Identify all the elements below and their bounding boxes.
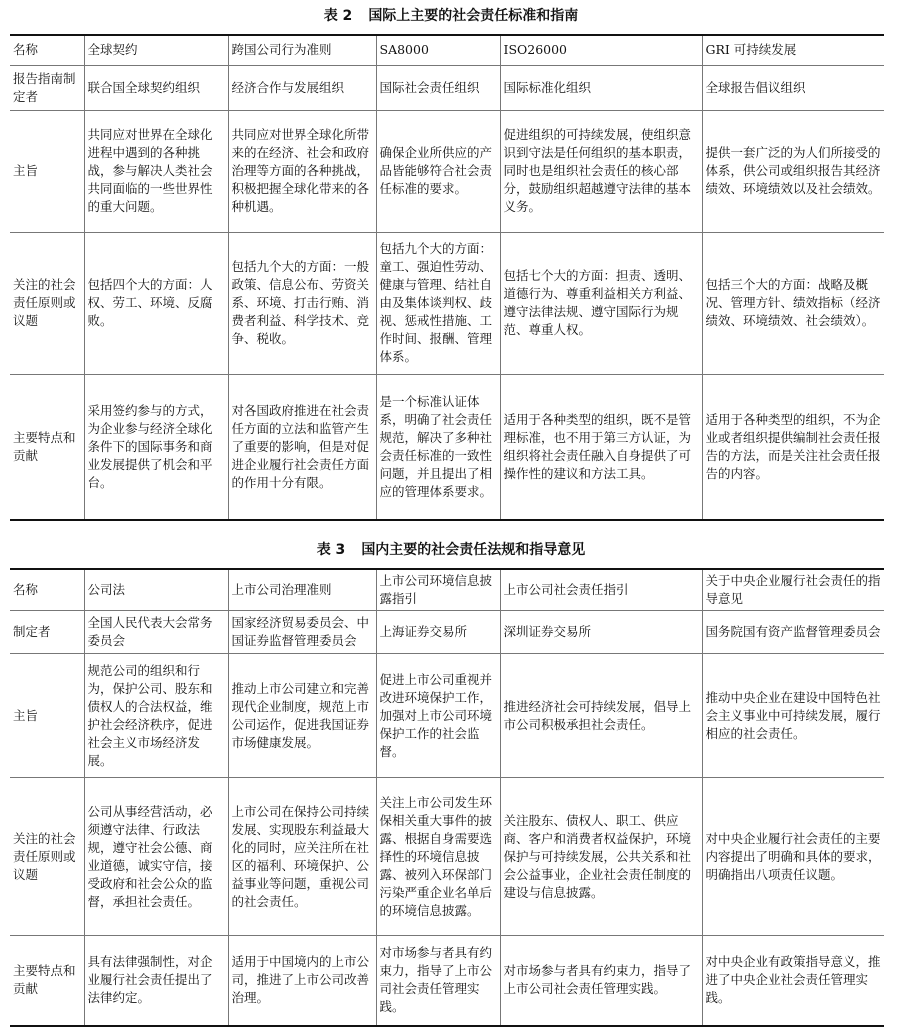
table-cell: 公司从事经营活动，必须遵守法律、行政法规，遵守社会公德、商业道德，诚实守信，接受政府和社会公众的监督，承担社会责任。 xyxy=(84,778,228,936)
table-row xyxy=(10,654,884,778)
table-3-caption-number: 表 3 xyxy=(316,542,346,558)
table-cell: 公司法 xyxy=(84,569,228,611)
table-cell: 是一个标准认证体系，明确了社会责任规范，解决了多种社会责任标准的一致性问题，并且提出了相应的管理体系要求。 xyxy=(376,374,500,520)
row-header-cell: 关注的社会责任原则或议题 xyxy=(10,778,84,936)
table-cell: 确保企业所供应的产品皆能够符合社会责任标准的要求。 xyxy=(376,110,500,232)
table-cell: 对市场参与者具有约束力，指导了上市公司社会责任管理实践。 xyxy=(500,936,702,1026)
table-row xyxy=(10,110,884,232)
table-row xyxy=(10,65,884,110)
table-cell: 采用签约参与的方式，为企业参与经济全球化条件下的国际事务和商业发展提供了机会和平台。 xyxy=(84,374,228,520)
table-cell: 全球报告倡议组织 xyxy=(702,65,884,110)
row-header-cell: 名称 xyxy=(10,35,84,65)
row-header-cell: 主要特点和贡献 xyxy=(10,936,84,1026)
table-cell: 关注股东、债权人、职工、供应商、客户和消费者权益保护，环境保护与可持续发展，公共关系和社会公益事业，企业社会责任制度的建设与信息披露。 xyxy=(500,778,702,936)
table-row xyxy=(10,611,884,654)
table-cell: 适用于各种类型的组织，不为企业或者组织提供编制社会责任报告的方法，而是关注社会责任报告的内容。 xyxy=(702,374,884,520)
table-cell: 关于中央企业履行社会责任的指导意见 xyxy=(702,569,884,611)
table-row xyxy=(10,569,884,611)
table-cell: 促进上市公司重视并改进环境保护工作，加强对上市公司环境保护工作的社会监督。 xyxy=(376,654,500,778)
table-cell: 包括九个大的方面：一般政策、信息公布、劳资关系、环境、打击行贿、消费者利益、科学技术、竞争、税收。 xyxy=(228,232,376,374)
table-cell: ISO26000 xyxy=(500,35,702,65)
table-cell: 关注上市公司发生环保相关重大事件的披露、根据自身需要选择性的环境信息披露、被列入环保部门污染严重企业名单后的环境信息披露。 xyxy=(376,778,500,936)
table-cell: 全国人民代表大会常务委员会 xyxy=(84,611,228,654)
table-2 xyxy=(10,34,884,521)
table-cell: 共同应对世界全球化所带来的在经济、社会和政府治理等方面的各种挑战，积极把握全球化带来的各种机遇。 xyxy=(228,110,376,232)
table-cell: 上市公司治理准则 xyxy=(228,569,376,611)
table-cell: 包括七个大的方面：担责、透明、道德行为、尊重利益相关方利益、遵守法律法规、遵守国际行为规范、尊重人权。 xyxy=(500,232,702,374)
table-2-caption xyxy=(0,6,902,26)
table-cell: 上市公司在保持公司持续发展、实现股东利益最大化的同时，应关注所在社区的福利、环境保护、公益事业等问题，重视公司的社会责任。 xyxy=(228,778,376,936)
row-header-cell: 制定者 xyxy=(10,611,84,654)
table-cell: 对市场参与者具有约束力，指导了上市公司社会责任管理实践。 xyxy=(376,936,500,1026)
table-cell: 国际标准化组织 xyxy=(500,65,702,110)
table-cell: 上海证券交易所 xyxy=(376,611,500,654)
table-cell: 包括四个大的方面：人权、劳工、环境、反腐败。 xyxy=(84,232,228,374)
table-row xyxy=(10,936,884,1026)
table-cell: 提供一套广泛的为人们所接受的体系，供公司或组织报告其经济绩效、环境绩效以及社会绩效。 xyxy=(702,110,884,232)
table-row xyxy=(10,35,884,65)
table-cell: 规范公司的组织和行为，保护公司、股东和债权人的合法权益，维护社会经济秩序，促进社会主义市场经济发展。 xyxy=(84,654,228,778)
row-header-cell: 主要特点和贡献 xyxy=(10,374,84,520)
table-cell: 国家经济贸易委员会、中国证券监督管理委员会 xyxy=(228,611,376,654)
table-cell: 全球契约 xyxy=(84,35,228,65)
table-2-caption-number: 表 2 xyxy=(323,8,353,24)
table-cell: 经济合作与发展组织 xyxy=(228,65,376,110)
row-header-cell: 名称 xyxy=(10,569,84,611)
table-cell: 国务院国有资产监督管理委员会 xyxy=(702,611,884,654)
table-2-caption-title: 国际上主要的社会责任标准和指南 xyxy=(368,8,579,24)
table-cell: 上市公司社会责任指引 xyxy=(500,569,702,611)
table-3-caption-title: 国内主要的社会责任法规和指导意见 xyxy=(361,542,586,558)
table-cell: SA8000 xyxy=(376,35,500,65)
table-cell: 适用于中国境内的上市公司，推进了上市公司改善治理。 xyxy=(228,936,376,1026)
table-row xyxy=(10,778,884,936)
table-cell: GRI 可持续发展 xyxy=(702,35,884,65)
table-cell: 对中央企业有政策指导意义，推进了中央企业社会责任管理实践。 xyxy=(702,936,884,1026)
row-header-cell: 关注的社会责任原则或议题 xyxy=(10,232,84,374)
row-header-cell: 报告指南制定者 xyxy=(10,65,84,110)
table-cell: 促进组织的可持续发展，使组织意识到守法是任何组织的基本职责，同时也是组织社会责任的核心部分，鼓励组织超越遵守法律的基本义务。 xyxy=(500,110,702,232)
table-cell: 上市公司环境信息披露指引 xyxy=(376,569,500,611)
row-header-cell: 主旨 xyxy=(10,110,84,232)
table-3 xyxy=(10,568,884,1027)
table-row xyxy=(10,374,884,520)
table-cell: 深圳证券交易所 xyxy=(500,611,702,654)
table-row xyxy=(10,232,884,374)
table-cell: 国际社会责任组织 xyxy=(376,65,500,110)
table-cell: 包括三个大的方面：战略及概况、管理方针、绩效指标（经济绩效、环境绩效、社会绩效）。 xyxy=(702,232,884,374)
table-cell: 跨国公司行为准则 xyxy=(228,35,376,65)
row-header-cell: 主旨 xyxy=(10,654,84,778)
table-cell: 联合国全球契约组织 xyxy=(84,65,228,110)
table-cell: 推动上市公司建立和完善现代企业制度，规范上市公司运作，促进我国证券市场健康发展。 xyxy=(228,654,376,778)
table-3-caption xyxy=(0,540,902,560)
table-cell: 对各国政府推进在社会责任方面的立法和监管产生了重要的影响，但是对促进企业履行社会责任方面的作用十分有限。 xyxy=(228,374,376,520)
table-cell: 对中央企业履行社会责任的主要内容提出了明确和具体的要求，明确指出八项责任议题。 xyxy=(702,778,884,936)
table-cell: 包括九个大的方面：童工、强迫性劳动、健康与管理、结社自由及集体谈判权、歧视、惩戒性措施、工作时间、报酬、管理体系。 xyxy=(376,232,500,374)
table-cell: 适用于各种类型的组织，既不是管理标准，也不用于第三方认证，为组织将社会责任融入自身提供了可操作性的建议和方法工具。 xyxy=(500,374,702,520)
table-cell: 推动中央企业在建设中国特色社会主义事业中可持续发展，履行相应的社会责任。 xyxy=(702,654,884,778)
table-cell: 推进经济社会可持续发展，倡导上市公司积极承担社会责任。 xyxy=(500,654,702,778)
table-cell: 具有法律强制性，对企业履行社会责任提出了法律约定。 xyxy=(84,936,228,1026)
table-cell: 共同应对世界在全球化进程中遇到的各种挑战，参与解决人类社会共同面临的一些世界性的重大问题。 xyxy=(84,110,228,232)
